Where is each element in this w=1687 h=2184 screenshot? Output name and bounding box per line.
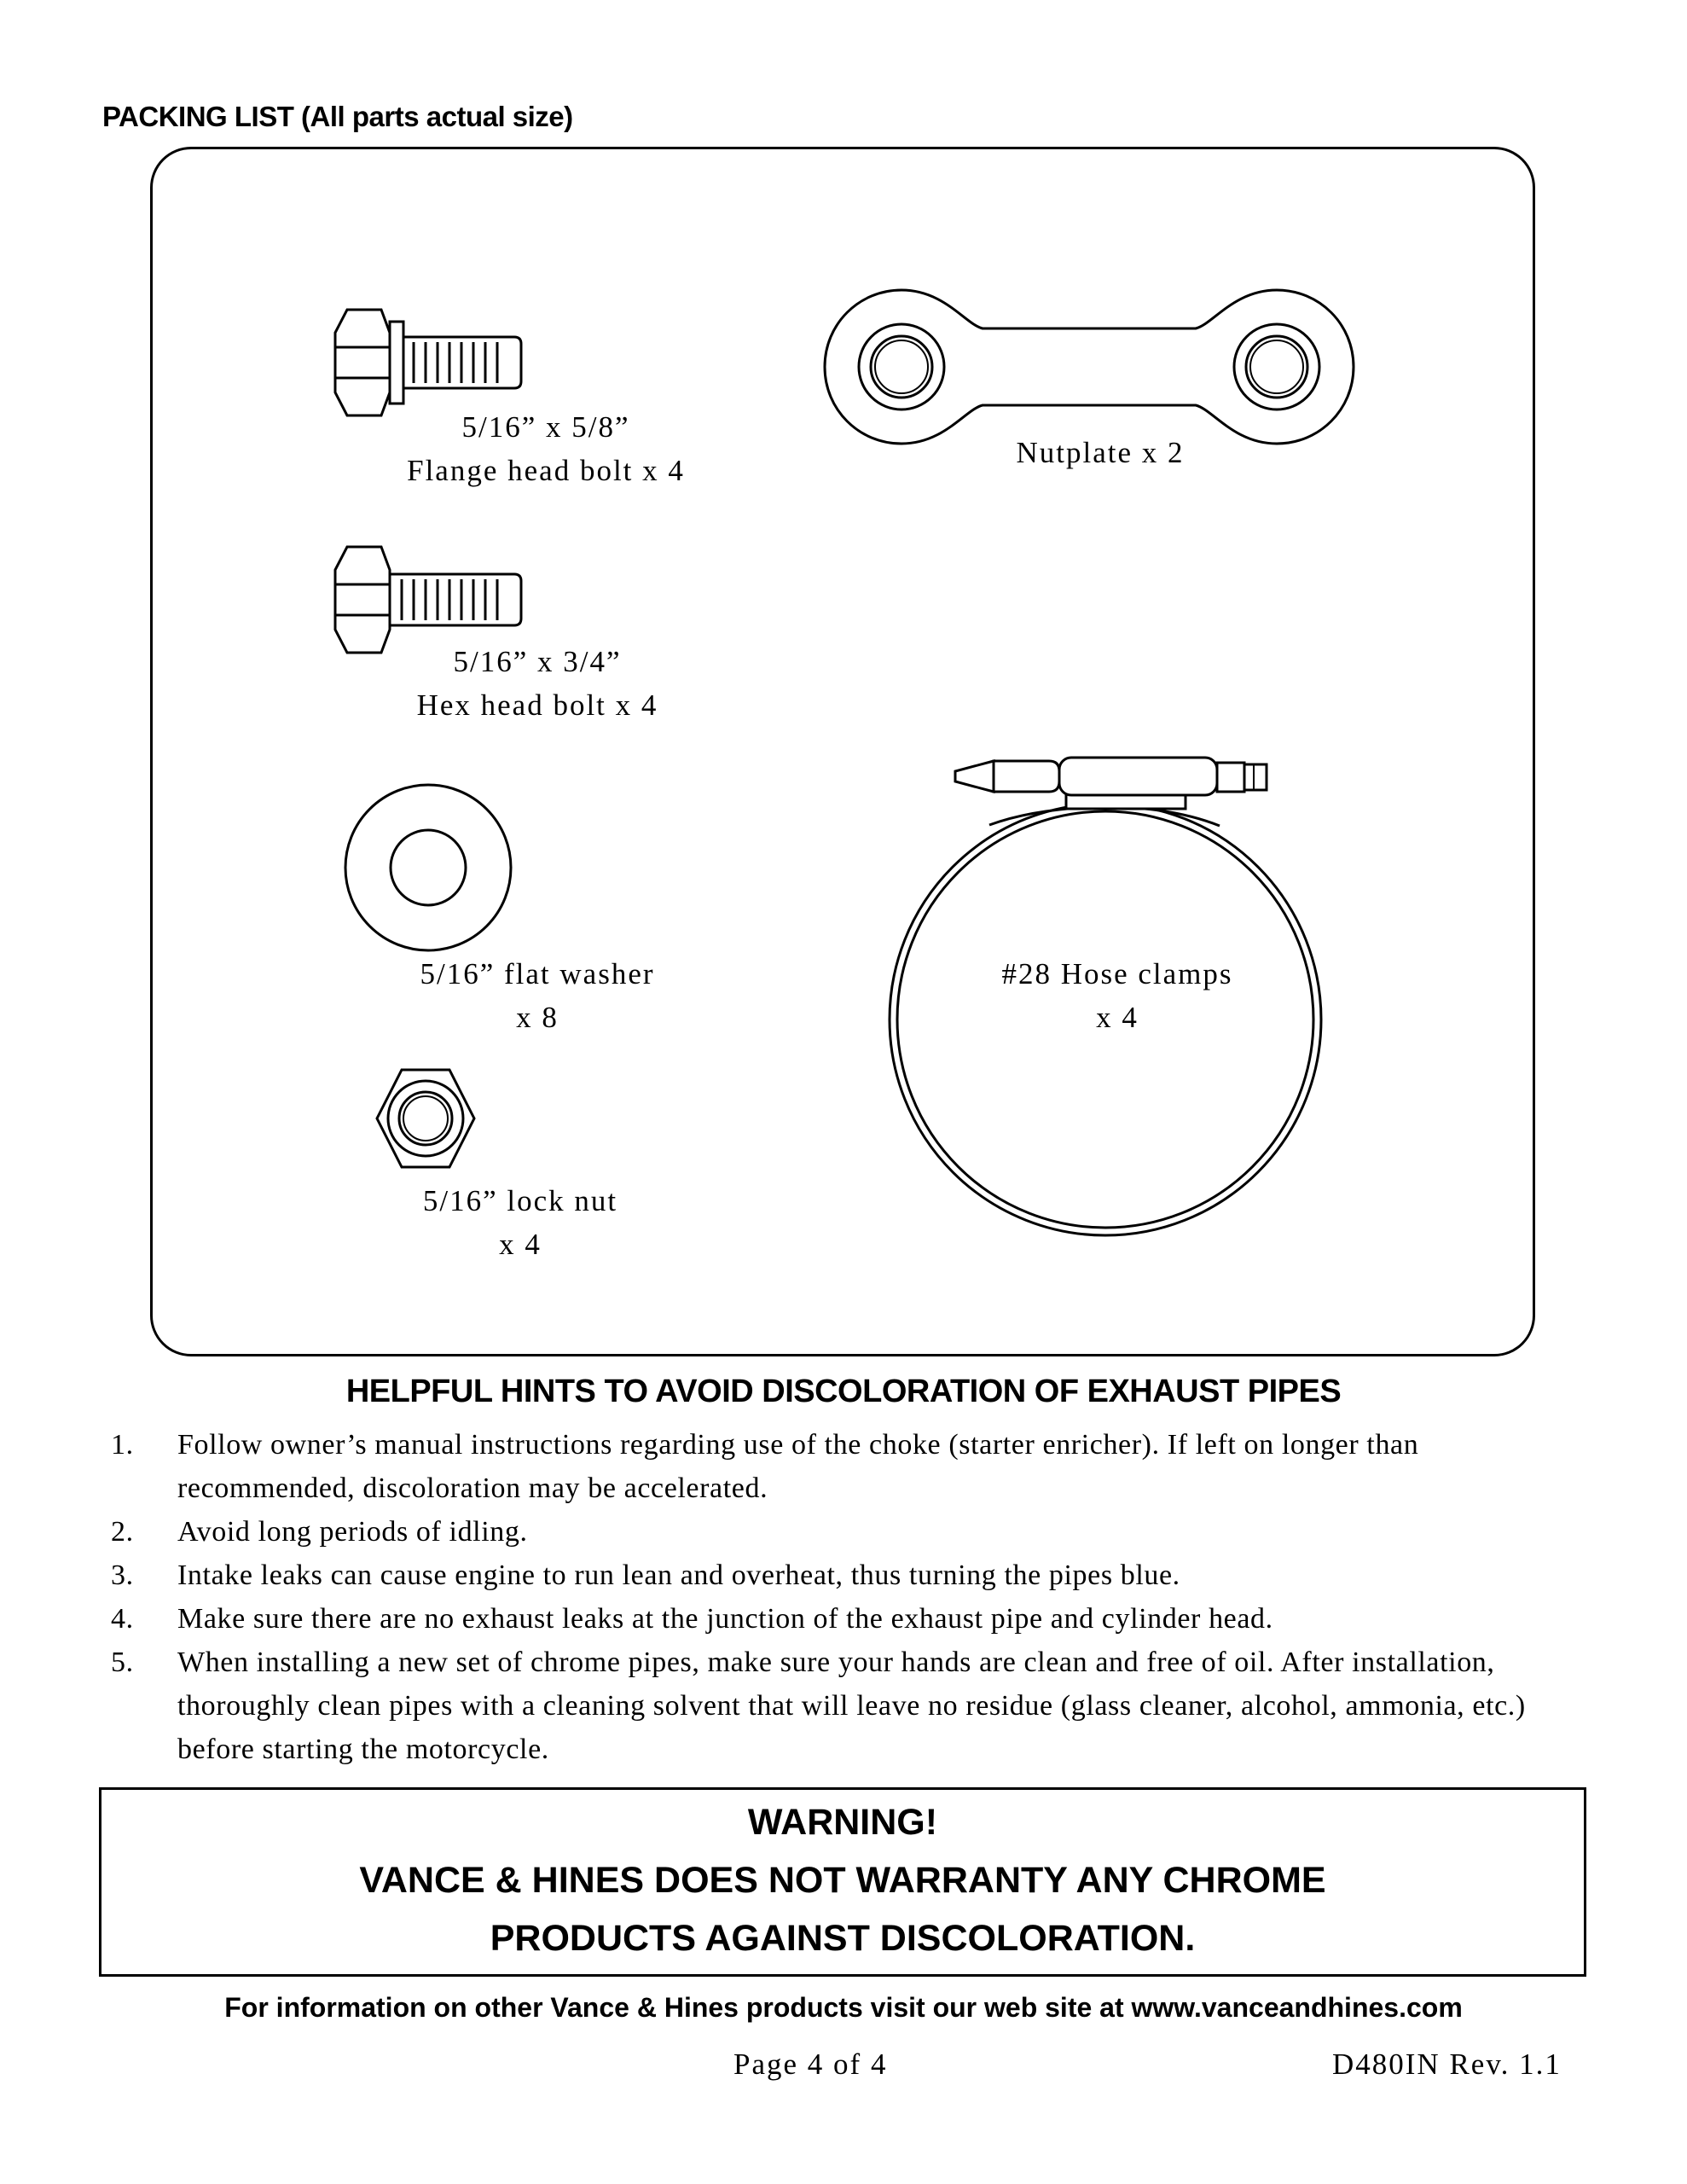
hose-clamp-caption <box>947 952 1288 1039</box>
list-item: 5. When installing a new set of chrome pipes, make sure your hands are clean and free of oil. After installation, thoroughly clean pipes with a cleaning solvent that will leave no residue (glass cleaner, alcohol, ammonia, etc.) before starting the motorcycle. <box>111 1647 1526 1765</box>
hex-bolt-caption <box>367 640 708 727</box>
washer-size: 5/16” flat washer <box>420 957 655 990</box>
list-item: 4. Make sure there are no exhaust leaks at the junction of the exhaust pipe and cylinder head. <box>111 1603 1273 1635</box>
warning-heading: WARNING! <box>747 1802 938 1843</box>
lock-nut-size: 5/16” lock nut <box>422 1184 618 1217</box>
nutplate-label: Nutplate x 2 <box>1016 436 1185 469</box>
washer-count: x 8 <box>516 1001 559 1034</box>
lock-nut-icon <box>370 1063 481 1174</box>
document-id: D480IN Rev. 1.1 <box>1332 2048 1562 2081</box>
warning-line: PRODUCTS AGAINST DISCOLORATION. <box>490 1918 1196 1959</box>
flange-bolt-label: Flange head bolt x 4 <box>407 454 685 487</box>
hose-clamp-label: #28 Hose clamps <box>1001 957 1233 990</box>
hose-clamp-count: x 4 <box>1096 1001 1139 1034</box>
page-number: Page 4 of 4 <box>733 2048 888 2081</box>
footer-info: For information on other Vance & Hines products visit our web site at www.vanceandhines.com <box>224 1992 1463 2023</box>
flat-washer-icon <box>341 781 516 956</box>
washer-caption <box>367 952 708 1039</box>
hex-bolt-size: 5/16” x 3/4” <box>453 645 622 678</box>
list-item: 3. Intake leaks can cause engine to run lean and overheat, thus turning the pipes blue. <box>111 1560 1180 1591</box>
lock-nut-count: x 4 <box>499 1228 542 1261</box>
list-item: 2. Avoid long periods of idling. <box>111 1516 528 1548</box>
hints-list <box>111 1423 1578 1771</box>
hex-bolt-label: Hex head bolt x 4 <box>416 688 658 722</box>
flange-bolt-caption <box>375 405 716 492</box>
nutplate-icon <box>820 286 1358 448</box>
nutplate-caption <box>930 431 1271 474</box>
list-item: 1. Follow owner’s manual instructions regarding use of the choke (starter enricher). If left on longer than recommended, discoloration may be accelerated. <box>111 1429 1419 1504</box>
warning-line: VANCE & HINES DOES NOT WARRANTY ANY CHROME <box>359 1860 1326 1901</box>
flange-head-bolt-icon <box>328 303 525 422</box>
flange-bolt-size: 5/16” x 5/8” <box>461 410 630 444</box>
lock-nut-caption <box>350 1179 691 1266</box>
packing-list-title: PACKING LIST (All parts actual size) <box>102 101 573 132</box>
hints-heading: HELPFUL HINTS TO AVOID DISCOLORATION OF EXHAUST PIPES <box>345 1374 1342 1409</box>
warning-box <box>99 1787 1586 1977</box>
